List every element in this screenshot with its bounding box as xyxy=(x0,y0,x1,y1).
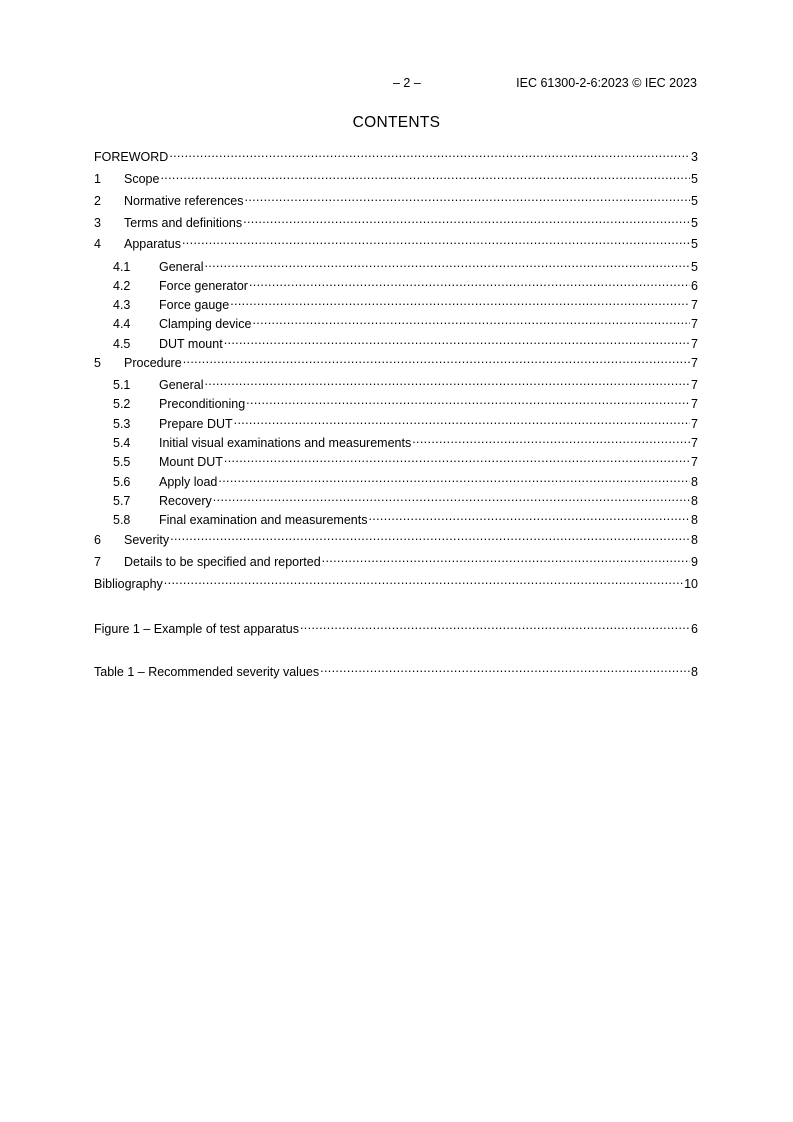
toc-entry-number: 5.8 xyxy=(113,513,131,527)
toc-entry-force-gauge[interactable] xyxy=(94,293,698,312)
toc-entry-page: 7 xyxy=(691,417,698,431)
dot-leader xyxy=(170,528,690,544)
toc-entry-page: 3 xyxy=(691,150,698,164)
toc-entry-number: 3 xyxy=(94,216,101,230)
table-entry-page: 8 xyxy=(691,665,698,679)
toc-entry-number: 4.3 xyxy=(113,298,131,312)
toc-entry-number: 4.2 xyxy=(113,279,131,293)
toc-entry-title: Procedure xyxy=(124,356,182,370)
toc-entry-title: DUT mount xyxy=(159,337,223,351)
toc-entry-title: Severity xyxy=(124,533,170,547)
toc-entry-title: Force gauge xyxy=(159,298,230,312)
dot-leader xyxy=(230,293,690,309)
toc-entry-title: Apparatus xyxy=(124,237,181,251)
toc-entry-page: 7 xyxy=(691,298,698,312)
toc-entry-number: 1 xyxy=(94,172,101,186)
dot-leader xyxy=(169,145,690,161)
toc-entry-number: 5.3 xyxy=(113,417,131,431)
dot-leader xyxy=(204,255,690,271)
toc-entry-4-1-general[interactable] xyxy=(94,255,698,274)
toc-entry-page: 5 xyxy=(691,260,698,274)
toc-entry-page: 10 xyxy=(684,577,698,591)
dot-leader xyxy=(245,189,691,205)
toc-entry-preconditioning[interactable] xyxy=(94,392,698,411)
dot-leader xyxy=(204,373,690,389)
dot-leader xyxy=(243,211,690,227)
page-header xyxy=(0,76,793,92)
dot-leader xyxy=(412,431,690,447)
toc-entry-clamping-device[interactable] xyxy=(94,312,698,331)
dot-leader xyxy=(164,572,683,588)
toc-entry-initial-visual-examinations[interactable] xyxy=(94,431,698,450)
list-of-figures-entry[interactable] xyxy=(94,617,698,636)
toc-entry-apparatus[interactable] xyxy=(94,232,698,251)
toc-entry-page: 8 xyxy=(691,475,698,489)
toc-entry-number: 7 xyxy=(94,555,101,569)
toc-entry-number: 5.2 xyxy=(113,397,131,411)
dot-leader xyxy=(320,660,690,676)
dot-leader xyxy=(213,489,690,505)
dot-leader xyxy=(160,167,690,183)
toc-entry-number: 5 xyxy=(94,356,101,370)
toc-entry-title: Terms and definitions xyxy=(124,216,243,230)
table-entry-title: Table 1 – Recommended severity values xyxy=(94,665,320,679)
toc-entry-title: Clamping device xyxy=(159,317,252,331)
dot-leader xyxy=(234,412,690,428)
toc-entry-page: 7 xyxy=(691,455,698,469)
toc-entry-bibliography[interactable] xyxy=(94,572,698,591)
toc-entry-page: 5 xyxy=(691,194,698,208)
toc-entry-number: 6 xyxy=(94,533,101,547)
toc-entry-number: 5.5 xyxy=(113,455,131,469)
toc-entry-procedure[interactable] xyxy=(94,351,698,370)
dot-leader xyxy=(224,332,690,348)
toc-entry-number: 5.6 xyxy=(113,475,131,489)
toc-entry-title: Final examination and measurements xyxy=(159,513,368,527)
dot-leader xyxy=(249,274,690,290)
toc-entry-page: 7 xyxy=(691,317,698,331)
toc-entry-title: FOREWORD xyxy=(94,150,169,164)
toc-entry-number: 5.1 xyxy=(113,378,131,392)
dot-leader xyxy=(218,470,690,486)
document-id: IEC 61300-2-6:2023 © IEC 2023 xyxy=(516,76,697,90)
toc-entry-page: 7 xyxy=(691,436,698,450)
toc-entry-title: General xyxy=(159,260,204,274)
toc-entry-page: 8 xyxy=(691,533,698,547)
toc-entry-apply-load[interactable] xyxy=(94,470,698,489)
toc-entry-page: 7 xyxy=(691,378,698,392)
toc-entry-number: 5.4 xyxy=(113,436,131,450)
toc-entry-scope[interactable] xyxy=(94,167,698,186)
toc-entry-page: 5 xyxy=(691,216,698,230)
toc-entry-title: Normative references xyxy=(124,194,244,208)
dot-leader xyxy=(368,508,690,524)
toc-entry-title: Bibliography xyxy=(94,577,163,591)
dot-leader xyxy=(183,351,690,367)
toc-entry-page: 7 xyxy=(691,356,698,370)
toc-entry-title: General xyxy=(159,378,204,392)
toc-entry-page: 9 xyxy=(691,555,698,569)
toc-entry-number: 2 xyxy=(94,194,101,208)
toc-entry-mount-dut[interactable] xyxy=(94,450,698,469)
toc-entry-terms-and-definitions[interactable] xyxy=(94,211,698,230)
dot-leader xyxy=(252,312,690,328)
toc-entry-title: Prepare DUT xyxy=(159,417,233,431)
toc-entry-number: 4 xyxy=(94,237,101,251)
toc-entry-page: 5 xyxy=(691,172,698,186)
toc-entry-title: Initial visual examinations and measurements xyxy=(159,436,412,450)
toc-entry-recovery[interactable] xyxy=(94,489,698,508)
figure-entry-page: 6 xyxy=(691,622,698,636)
figure-entry-title: Figure 1 – Example of test apparatus xyxy=(94,622,299,636)
dot-leader xyxy=(224,450,690,466)
toc-entry-number: 4.5 xyxy=(113,337,131,351)
toc-entry-page: 5 xyxy=(691,237,698,251)
toc-entry-page: 7 xyxy=(691,397,698,411)
toc-entry-title: Recovery xyxy=(159,494,212,508)
toc-entry-title: Details to be specified and reported xyxy=(124,555,321,569)
toc-entry-number: 4.4 xyxy=(113,317,131,331)
dot-leader xyxy=(182,232,690,248)
toc-entry-foreword[interactable] xyxy=(94,145,698,164)
toc-entry-title: Scope xyxy=(124,172,160,186)
toc-entry-dut-mount[interactable] xyxy=(94,332,698,351)
toc-entry-title: Force generator xyxy=(159,279,248,293)
toc-entry-number: 5.7 xyxy=(113,494,131,508)
dot-leader xyxy=(246,392,690,408)
toc-entry-details-to-be-specified[interactable] xyxy=(94,550,698,569)
toc-entry-normative-references[interactable] xyxy=(94,189,698,208)
toc-entry-title: Preconditioning xyxy=(159,397,246,411)
toc-entry-severity[interactable] xyxy=(94,528,698,547)
dot-leader xyxy=(322,550,690,566)
list-of-tables-entry[interactable] xyxy=(94,660,698,679)
toc-entry-page: 6 xyxy=(691,279,698,293)
contents-title: CONTENTS xyxy=(352,114,441,131)
toc-entry-final-examination[interactable] xyxy=(94,508,698,527)
dot-leader xyxy=(300,617,690,633)
toc-entry-prepare-dut[interactable] xyxy=(94,412,698,431)
toc-entry-page: 8 xyxy=(691,494,698,508)
toc-entry-page: 7 xyxy=(691,337,698,351)
toc-entry-title: Apply load xyxy=(159,475,218,489)
toc-entry-title: Mount DUT xyxy=(159,455,223,469)
toc-entry-force-generator[interactable] xyxy=(94,274,698,293)
toc-entry-number: 4.1 xyxy=(113,260,131,274)
toc-entry-5-1-general[interactable] xyxy=(94,373,698,392)
toc-entry-page: 8 xyxy=(691,513,698,527)
page-number: – 2 – xyxy=(393,76,421,90)
